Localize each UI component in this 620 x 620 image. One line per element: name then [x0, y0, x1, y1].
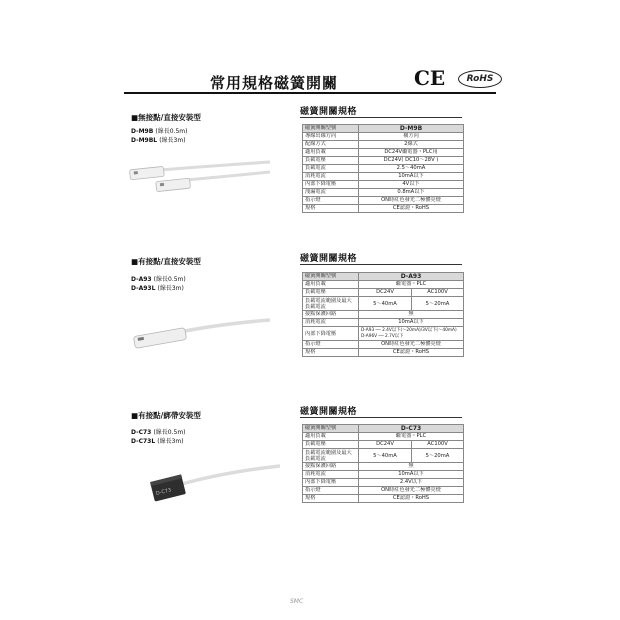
table-cell: D-A93 ── 2.4V以下(～20mA)/3V以下(～40mA) D-A96V ── 2.7V以下 [359, 327, 464, 341]
table-cell: 繼電器・PLC [359, 281, 464, 289]
table-row [303, 197, 464, 205]
table-cell: D-C73 [359, 425, 464, 433]
table-cell: 負載電流範圍及最大負載電流 [303, 449, 359, 463]
table-cell: 4V以下 [359, 181, 464, 189]
table-row [303, 165, 464, 173]
model-note: (線長0.5m) [155, 128, 188, 135]
table-header-row [303, 125, 464, 133]
table-cell: 磁簧開關型號 [303, 273, 359, 281]
table-row [303, 487, 464, 495]
table-cell: 指示燈 [303, 341, 359, 349]
table-cell: 規格 [303, 205, 359, 213]
table-row [303, 327, 464, 341]
model-code: D-A93L [131, 285, 156, 292]
table-row [303, 495, 464, 503]
model-line [131, 275, 186, 284]
table-cell: 消耗電流 [303, 471, 359, 479]
table-cell: ON時紅色發光二極體亮燈 [359, 341, 464, 349]
table-cell: 繼電器・PLC [359, 433, 464, 441]
table-row [303, 289, 464, 297]
table-row [303, 157, 464, 165]
table-cell: D-A93 [359, 273, 464, 281]
table-cell: CE認證・RoHS [359, 205, 464, 213]
sensor-c73-image [140, 440, 280, 510]
rohs-mark-logo: RoHS [458, 70, 502, 88]
table-row [303, 471, 464, 479]
table-cell: 接點保護回路 [303, 311, 359, 319]
table-cell: 2.4V以下 [359, 479, 464, 487]
table-row [303, 311, 464, 319]
section-1-title: ■無接點/直接安裝型 [131, 113, 201, 122]
spec-rule [300, 117, 462, 118]
title-underline [124, 92, 496, 94]
table-cell: 指示燈 [303, 197, 359, 205]
table-cell: DC24V繼電器・PLC用 [359, 149, 464, 157]
table-cell: AC100V [412, 289, 464, 297]
table-cell: 消耗電流 [303, 319, 359, 327]
table-cell: 磁簧開關型號 [303, 125, 359, 133]
table-row [303, 181, 464, 189]
table-cell: CE認證・RoHS [359, 495, 464, 503]
table-cell: 橫方向 [359, 133, 464, 141]
sensor-m9b-image [120, 150, 270, 200]
model-note: (線長3m) [157, 438, 184, 445]
table-cell: 內部下降電壓 [303, 327, 359, 341]
table-cell: 適用負載 [303, 281, 359, 289]
table-cell: 0.8mA以下 [359, 189, 464, 197]
table-cell: 磁簧開關型號 [303, 425, 359, 433]
table-row [303, 463, 464, 471]
table-cell: 5～40mA [359, 449, 412, 463]
table-row [303, 205, 464, 213]
table-cell: 無 [359, 463, 464, 471]
table-cell: 10mA以下 [359, 471, 464, 479]
model-line [131, 284, 186, 293]
table-row [303, 433, 464, 441]
table-cell: CE認證・RoHS [359, 349, 464, 357]
model-line [131, 136, 187, 145]
table-row [303, 149, 464, 157]
spec-table-a93 [302, 272, 464, 357]
section-2-title: ■有接點/直接安裝型 [131, 257, 201, 266]
table-row [303, 281, 464, 289]
model-code: D-C73 [131, 429, 152, 436]
table-cell: 規格 [303, 495, 359, 503]
section-3-title: ■有接點/綁帶安裝型 [131, 411, 201, 420]
spec-title-3: 磁簧開關規格 [300, 407, 358, 417]
model-code: D-A93 [131, 276, 152, 283]
model-note: (線長3m) [159, 137, 186, 144]
page-title: 常用規格磁簧開關 [210, 74, 339, 92]
table-row [303, 341, 464, 349]
table-cell: 2線式 [359, 141, 464, 149]
model-code: D-M9BL [131, 137, 158, 144]
table-cell: 2.5～40mA [359, 165, 464, 173]
table-row [303, 349, 464, 357]
spec-title-2: 磁簧開關規格 [300, 254, 358, 264]
table-cell: 負載電壓 [303, 289, 359, 297]
table-row [303, 449, 464, 463]
section-2-models [131, 275, 186, 293]
table-cell: 規格 [303, 349, 359, 357]
spec-rule [300, 264, 462, 265]
table-cell: 導線出線方向 [303, 133, 359, 141]
model-note: (線長0.5m) [153, 276, 186, 283]
table-cell: 無 [359, 311, 464, 319]
table-cell: 適用負載 [303, 149, 359, 157]
table-row [303, 479, 464, 487]
table-cell: 指示燈 [303, 487, 359, 495]
model-note: (線長0.5m) [153, 429, 186, 436]
table-cell: 配線方式 [303, 141, 359, 149]
table-cell: DC24V [359, 441, 412, 449]
table-cell: 洩漏電流 [303, 189, 359, 197]
table-cell: 負載電壓 [303, 157, 359, 165]
table-header-row [303, 425, 464, 433]
table-cell: 負載電流範圍及最大負載電流 [303, 297, 359, 311]
table-row [303, 189, 464, 197]
table-cell: D-M9B [359, 125, 464, 133]
table-cell: AC100V [412, 441, 464, 449]
table-cell: DC24V [359, 289, 412, 297]
table-row [303, 319, 464, 327]
spec-title-1: 磁簧開關規格 [300, 107, 358, 117]
spec-rule [300, 417, 462, 418]
table-cell: 5～20mA [412, 449, 464, 463]
table-cell: 10mA以下 [359, 173, 464, 181]
table-cell: ON時紅色發光二極體亮燈 [359, 487, 464, 495]
spec-table-c73 [302, 424, 464, 503]
table-row [303, 173, 464, 181]
model-code: D-M9B [131, 128, 154, 135]
table-row [303, 133, 464, 141]
table-row [303, 141, 464, 149]
model-line [131, 428, 186, 437]
sensor-print-label: D-C73 [155, 487, 172, 497]
table-row [303, 297, 464, 311]
table-cell: 5～20mA [412, 297, 464, 311]
table-cell: 5～40mA [359, 297, 412, 311]
table-cell: 消耗電流 [303, 173, 359, 181]
model-line [131, 127, 187, 136]
spec-table-m9b [302, 124, 464, 213]
section-1-models [131, 127, 187, 145]
model-code: D-C73L [131, 438, 156, 445]
table-cell: ON時紅色發光二極體亮燈 [359, 197, 464, 205]
ce-mark-logo: CE [414, 66, 446, 90]
table-row [303, 441, 464, 449]
table-cell: 接點保護回路 [303, 463, 359, 471]
smc-footer-logo: SMC [290, 598, 304, 605]
table-cell: 負載電壓 [303, 441, 359, 449]
table-cell: DC24V( DC10～28V ) [359, 157, 464, 165]
sensor-a93-image [120, 300, 270, 360]
table-cell: 內部下降電壓 [303, 181, 359, 189]
table-cell: 負載電流 [303, 165, 359, 173]
table-cell: 10mA以下 [359, 319, 464, 327]
table-cell: 適用負載 [303, 433, 359, 441]
table-cell: 內部下降電壓 [303, 479, 359, 487]
model-note: (線長3m) [157, 285, 184, 292]
table-header-row [303, 273, 464, 281]
